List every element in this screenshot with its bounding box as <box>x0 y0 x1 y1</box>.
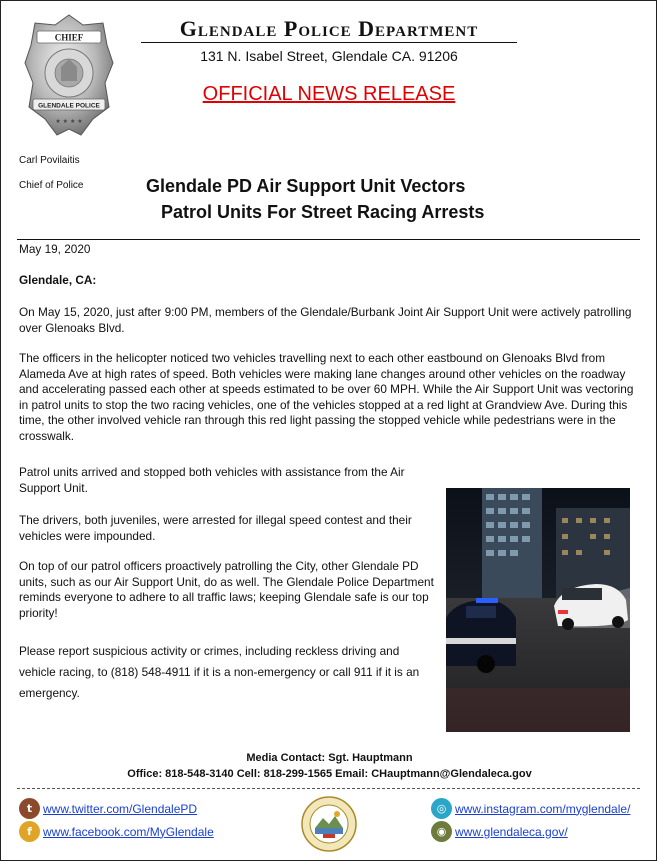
instagram-link[interactable]: www.instagram.com/myglendale/ <box>455 801 631 816</box>
headline-line-1: Glendale PD Air Support Unit Vectors <box>146 176 466 196</box>
website-link[interactable]: www.glendaleca.gov/ <box>455 824 568 839</box>
twitter-link[interactable]: www.twitter.com/GlendalePD <box>43 801 198 816</box>
chief-name: Carl Povilaitis <box>19 155 80 166</box>
rss-icon[interactable]: ◉ <box>431 821 452 842</box>
paragraph-5: On top of our patrol officers proactively patrolling the City, other Glendale PD units, such as our Air Support Unit, do as well. The Glendale Police Department reminds everyone to adhere to all traffic laws; keeping Glendale safe is our top priority! <box>19 559 434 620</box>
chief-badge-icon <box>23 11 115 139</box>
dateline: Glendale, CA: <box>19 273 97 287</box>
media-contact-name: Media Contact: Sgt. Hauptmann <box>246 752 413 764</box>
paragraph-4: The drivers, both juveniles, were arrested for illegal speed contest and their vehicles were impounded. <box>19 513 412 543</box>
header-divider <box>17 239 640 240</box>
release-date: May 19, 2020 <box>19 242 91 256</box>
paragraph-3: Patrol units arrived and stopped both vehicles with assistance from the Air Support Unit. <box>19 465 405 495</box>
footer-divider <box>17 788 640 789</box>
instagram-link-row <box>431 798 630 819</box>
svg-text:★ ★ ★ ★: ★ ★ ★ ★ <box>55 118 83 125</box>
media-contact-details: Office: 818-548-3140 Cell: 818-299-1565 Email: CHauptmann@Glendaleca.gov <box>127 768 532 780</box>
paragraph-2: The officers in the helicopter noticed two vehicles travelling next to each other eastbound on Glenoaks Blvd from Alameda Ave at high rates of speed. Both vehicles were making lane changes around other vehicles on the roadway and accelerating passed each other at speeds estimated to be over 60 MPH. While the Air Support Unit was vectoring in patrol units to stop the two racing vehicles, one of the vehicles stopped at a red light at Grandview Ave. During this time, the other involved vehicle ran through this red light passing the stopped vehicle while pedestrians were in the crosswalk. <box>19 351 634 443</box>
city-seal-icon <box>301 796 357 852</box>
headline-line-2: Patrol Units For Street Racing Arrests <box>161 202 485 222</box>
paragraph-6: Please report suspicious activity or crimes, including reckless driving and vehicle racing, to (818) 548-4911 if it is a non-emergency or call 911 if it is an emergency. <box>19 644 420 700</box>
facebook-link-row <box>19 821 214 842</box>
website-link-row <box>431 821 568 842</box>
chief-title: Chief of Police <box>19 180 84 191</box>
twitter-icon[interactable]: t <box>19 798 40 819</box>
facebook-icon[interactable]: f <box>19 821 40 842</box>
instagram-icon[interactable]: ◎ <box>431 798 452 819</box>
paragraph-1: On May 15, 2020, just after 9:00 PM, members of the Glendale/Burbank Joint Air Support Unit were actively patrolling over Glenoaks Blvd. <box>19 305 632 335</box>
twitter-link-row <box>19 798 197 819</box>
facebook-link[interactable]: www.facebook.com/MyGlendale <box>43 824 214 839</box>
media-contact <box>1 750 657 782</box>
official-release-label: OFFICIAL NEWS RELEASE <box>202 83 456 105</box>
department-title: Glendale Police Department <box>141 17 517 43</box>
department-address: 131 N. Isabel Street, Glendale CA. 91206 <box>200 48 458 64</box>
traffic-stop-photo <box>446 488 630 732</box>
badge-top-text: CHIEF <box>54 32 84 43</box>
badge-bottom-text: GLENDALE POLICE <box>38 102 100 110</box>
headline <box>129 173 529 225</box>
